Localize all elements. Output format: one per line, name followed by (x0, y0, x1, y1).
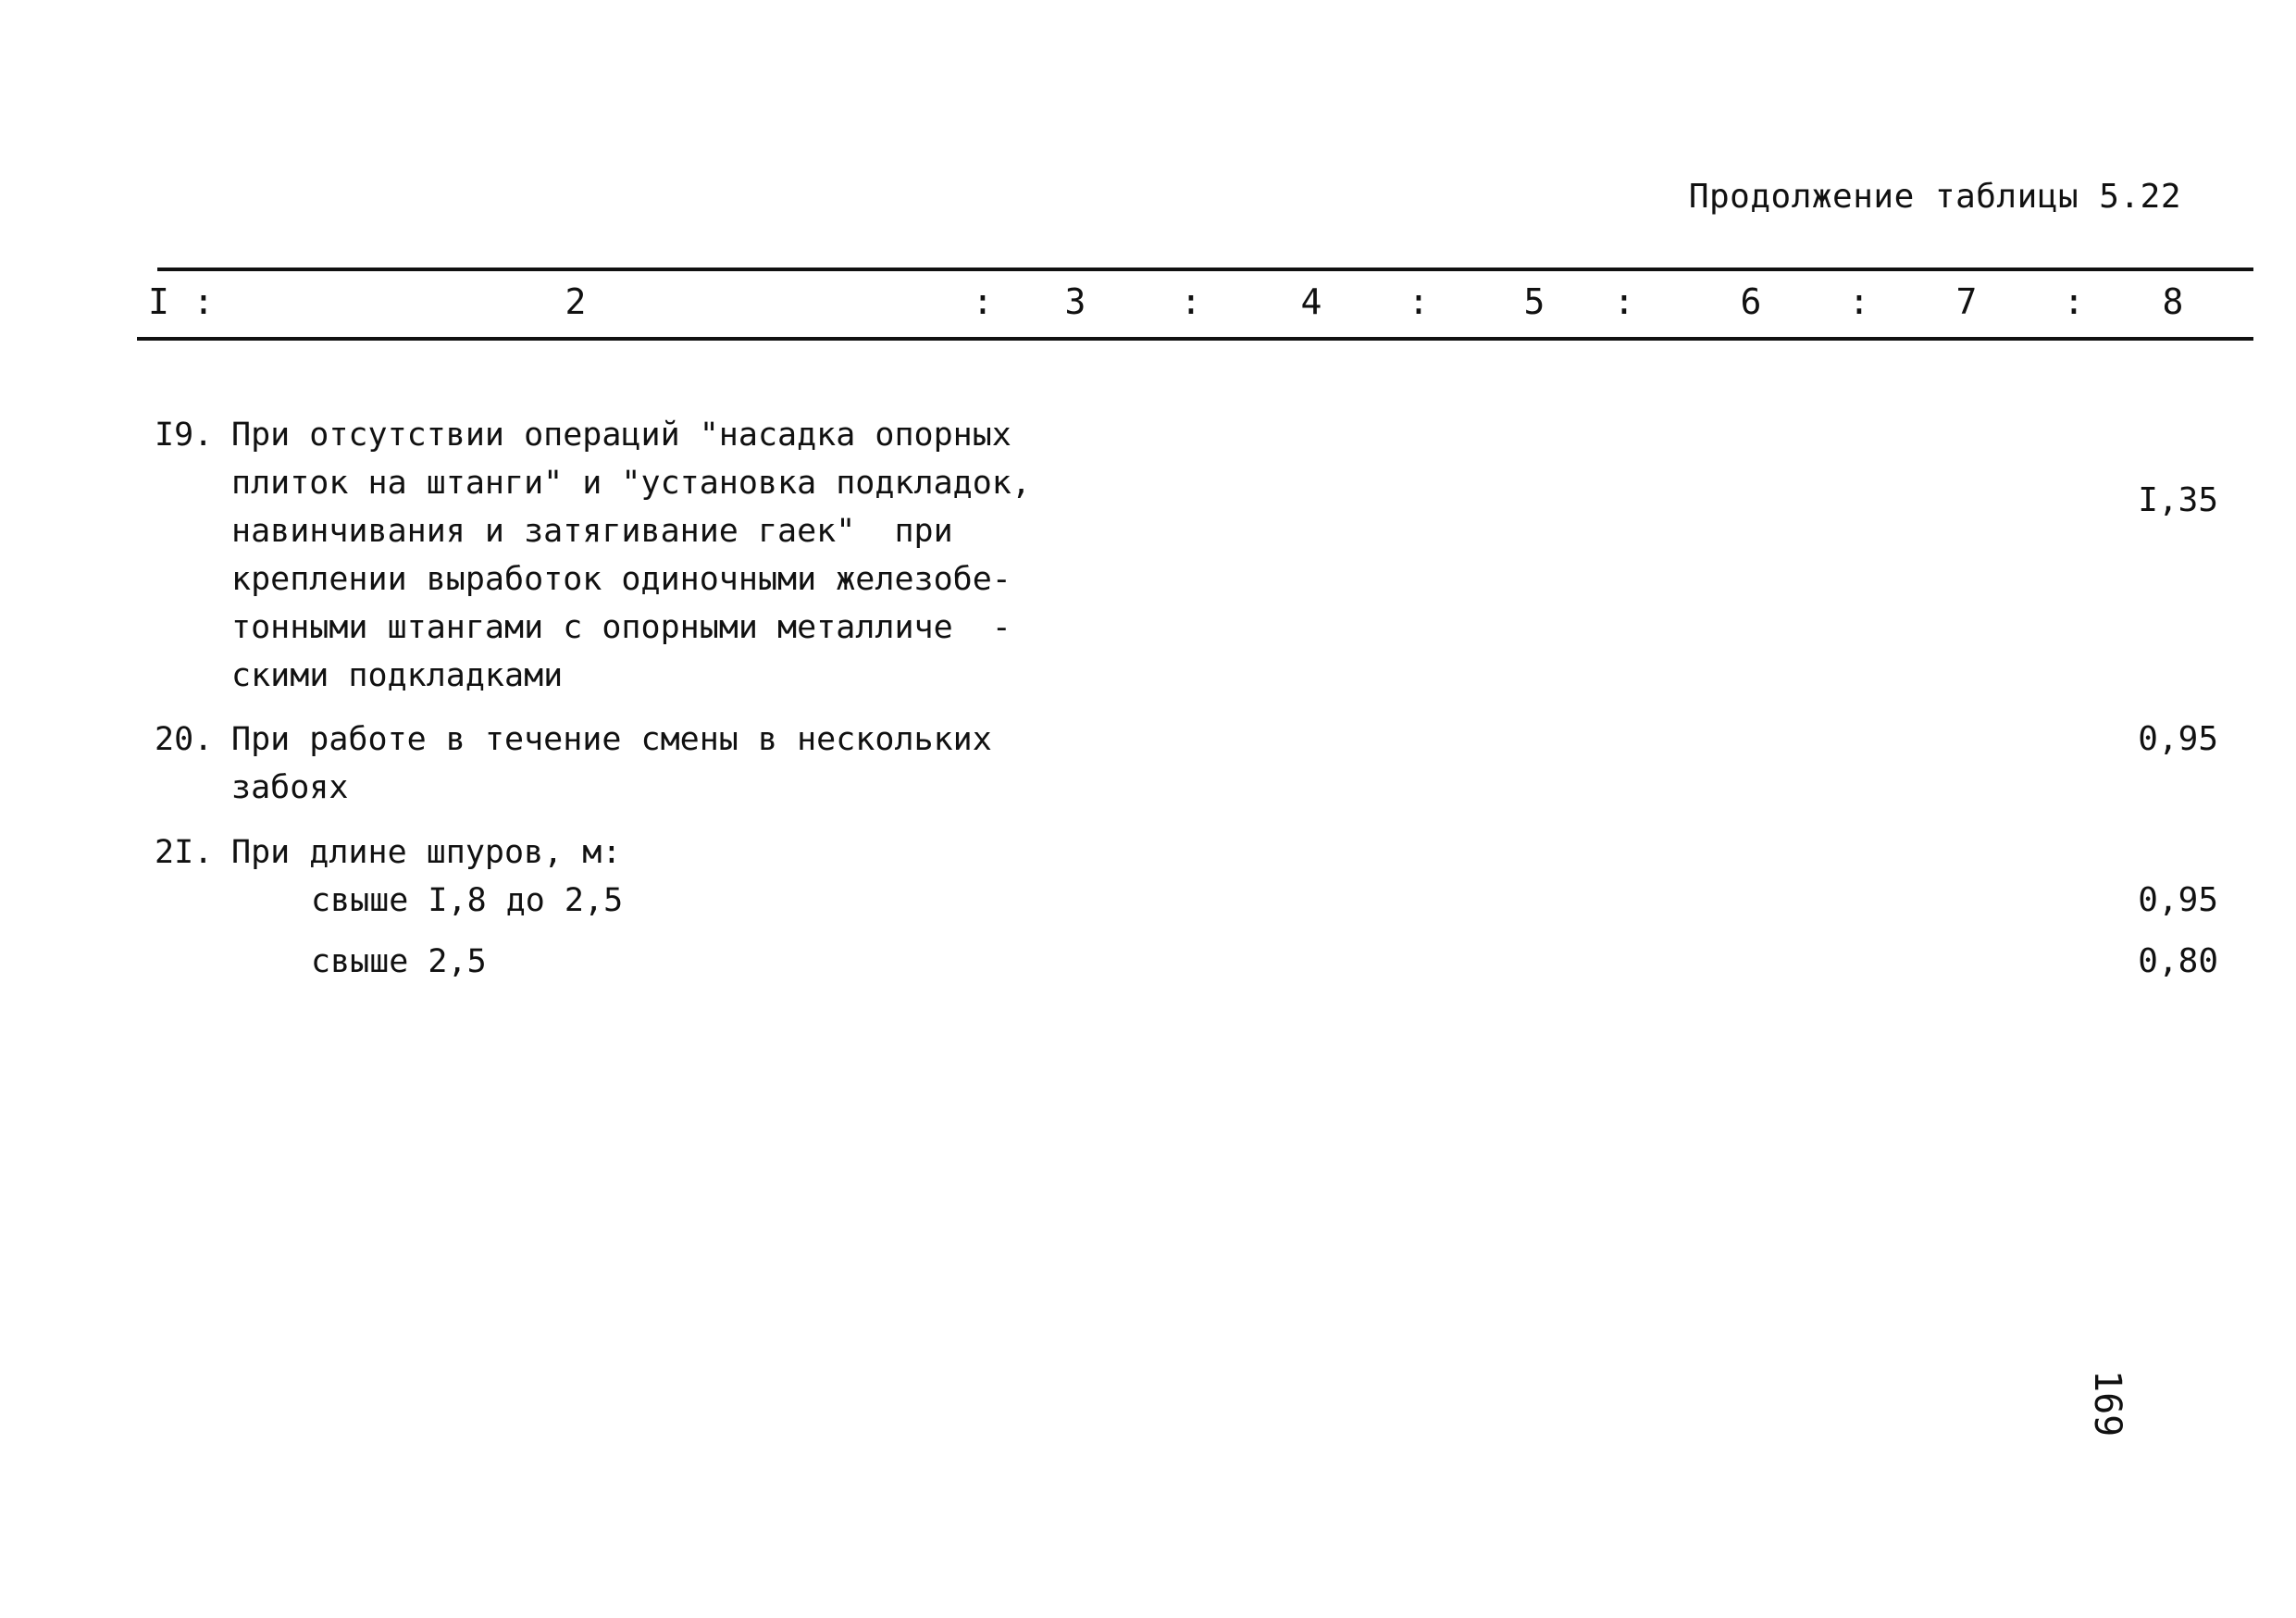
subitem-text: свыше 2,5 (311, 943, 487, 980)
item-text-line: навинчивания и затягивание гаек" при (231, 513, 953, 550)
item-text-line: При работе в течение смены в нескольких (231, 721, 992, 758)
item-number: 2I. (155, 834, 214, 871)
item-text-line: плиток на штанги" и "установка подкладок, (231, 465, 1031, 502)
table-header-top-rule (157, 268, 2253, 271)
coefficient-value: 0,80 (2138, 942, 2218, 980)
coefficient-value: 0,95 (2138, 881, 2218, 919)
column-header-5: 5 (1523, 281, 1545, 322)
subitem-text: свыше I,8 до 2,5 (311, 882, 624, 919)
column-header-3: 3 (1064, 281, 1086, 322)
item-number: I9. (155, 417, 214, 454)
table-continuation-caption: Продолжение таблицы 5.22 (1688, 178, 2181, 216)
item-text-line: При длине шпуров, м: (231, 834, 622, 871)
column-header-1: I (148, 281, 169, 322)
column-separator: : (1848, 281, 1870, 322)
item-text-line: При отсутствии операций "насадка опорных (231, 417, 1011, 454)
column-separator: : (2063, 281, 2085, 322)
coefficient-value: 0,95 (2138, 720, 2218, 758)
item-text-line: креплении выработок одиночными железобе- (231, 561, 1011, 598)
page-number: 169 (2086, 1370, 2128, 1438)
item-text-line: тонными штангами с опорными металличе - (231, 609, 1011, 646)
table-header-bottom-rule (137, 337, 2253, 341)
column-separator: : (1613, 281, 1635, 322)
column-header-4: 4 (1300, 281, 1322, 322)
column-header-7: 7 (1955, 281, 1978, 322)
column-separator: : (972, 281, 994, 322)
column-header-6: 6 (1740, 281, 1762, 322)
item-number: 20. (155, 721, 214, 758)
column-separator: : (1180, 281, 1202, 322)
column-header-2: 2 (565, 281, 587, 322)
item-text-line: скими подкладками (231, 657, 564, 694)
item-text-line: забоях (231, 769, 349, 806)
column-separator: : (1408, 281, 1430, 322)
column-header-8: 8 (2162, 281, 2184, 322)
column-separator: : (192, 281, 215, 322)
coefficient-value: I,35 (2138, 481, 2218, 519)
